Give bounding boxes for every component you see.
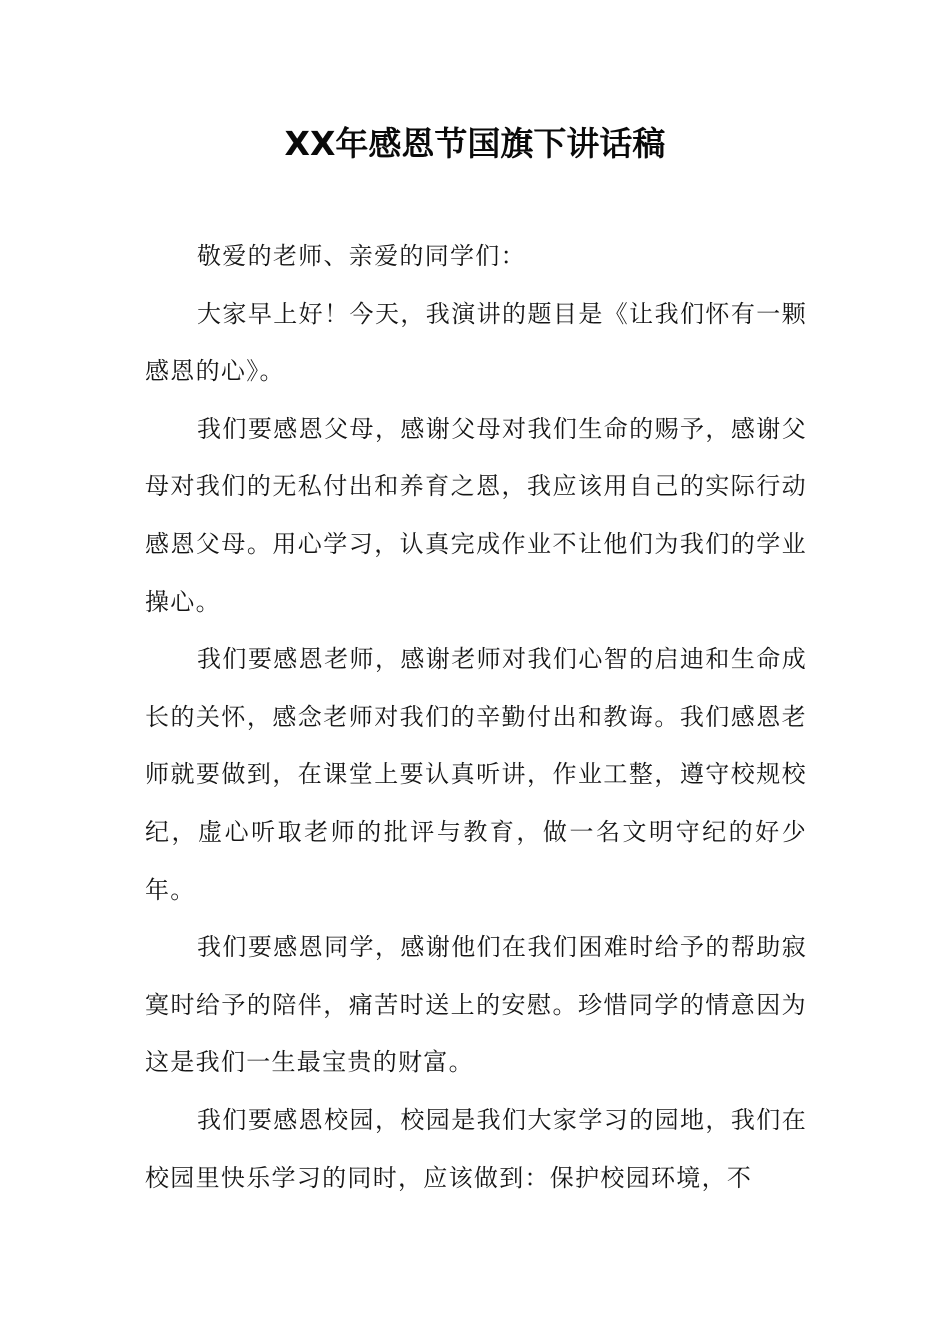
- paragraph-salutation: 敬爱的老师、亲爱的同学们：: [197, 242, 526, 270]
- document-body: [145, 228, 807, 1207]
- paragraph-parents: 我们要感恩父母，感谢父母对我们生命的赐予，感谢父母对我们的无私付出和养育之恩，我应该用自己的实际行动感恩父母。用心学习，认真完成作业不让他们为我们的学业操心。: [145, 414, 807, 616]
- paragraph-campus: 我们要感恩校园，校园是我们大家学习的园地，我们在校园里快乐学习的同时，应该做到：保护校园环境，不: [145, 1105, 807, 1192]
- paragraph-classmates: 我们要感恩同学，感谢他们在我们困难时给予的帮助寂寞时给予的陪伴，痛苦时送上的安慰。珍惜同学的情意因为这是我们一生最宝贵的财富。: [145, 933, 807, 1077]
- paragraph-teachers: 我们要感恩老师，感谢老师对我们心智的启迪和生命成长的关怀，感念老师对我们的辛勤付出和教诲。我们感恩老师就要做到，在课堂上要认真听讲，作业工整，遵守校规校纪，虚心听取老师的批评与教育，做一名文明守纪的好少年。: [145, 645, 807, 904]
- paragraph-greeting: 大家早上好！今天，我演讲的题目是《让我们怀有一颗感恩的心》。: [145, 299, 807, 386]
- document-title: XX年感恩节国旗下讲话稿: [284, 124, 666, 163]
